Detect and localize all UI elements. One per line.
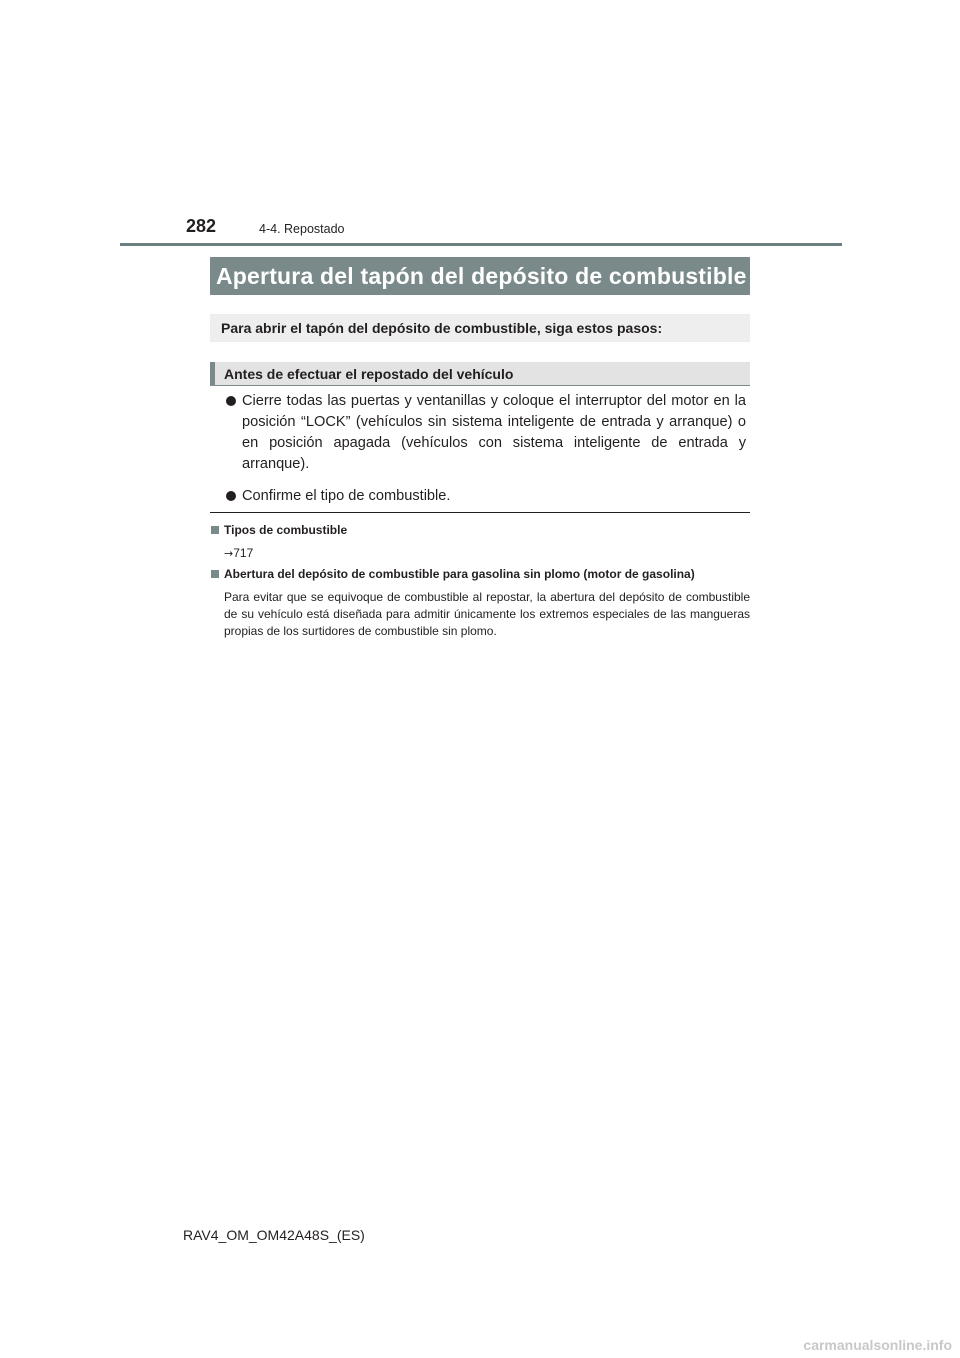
square-bullet-icon (211, 526, 219, 534)
arrow-icon: → (224, 547, 234, 560)
note-heading-text: Tipos de combustible (224, 523, 348, 537)
subheading: Antes de efectuar el repostado del vehículo (210, 362, 750, 386)
header-rule (120, 243, 842, 246)
bullet-list (212, 391, 746, 518)
intro-box: Para abrir el tapón del depósito de combustible, siga estos pasos: (210, 314, 750, 342)
watermark: carmanualsonline.info (803, 1337, 952, 1353)
page-title: Apertura del tapón del depósito de combustible (210, 257, 750, 295)
page-reference: 717 (233, 546, 254, 560)
bullet-dot-icon (226, 396, 236, 406)
note-heading (210, 522, 750, 539)
bullet-dot-icon (226, 491, 236, 501)
divider (210, 512, 750, 513)
page-number: 282 (186, 216, 217, 236)
square-bullet-icon (211, 570, 219, 578)
section-label: 4-4. Repostado (259, 222, 345, 236)
footer-code: RAV4_OM_OM42A48S_(ES) (183, 1227, 365, 1243)
note-fuel-types (210, 522, 750, 562)
list-item (212, 391, 746, 475)
list-item-text: Cierre todas las puertas y ventanillas y coloque el interruptor del motor en la posición “LOCK” (vehículos sin sistema inteligente de entrada y arranque) o en posición apagada (vehículos con sistema inteligente de entrada y arranque). (242, 393, 746, 472)
note-heading-text: Abertura del depósito de combustible para gasolina sin plomo (motor de gasolina) (224, 567, 695, 581)
note-body: Para evitar que se equivoque de combustible al repostar, la abertura del depósito de combustible de su vehículo está diseñada para admitir únicamente los extremos especiales de las mangueras propias de los surtidores de combustible sin plomo. (224, 590, 750, 638)
list-item (212, 486, 746, 507)
list-item-text: Confirme el tipo de combustible. (242, 488, 451, 504)
note-body (210, 545, 750, 562)
note-unleaded-opening (210, 566, 750, 640)
note-heading (210, 566, 750, 583)
